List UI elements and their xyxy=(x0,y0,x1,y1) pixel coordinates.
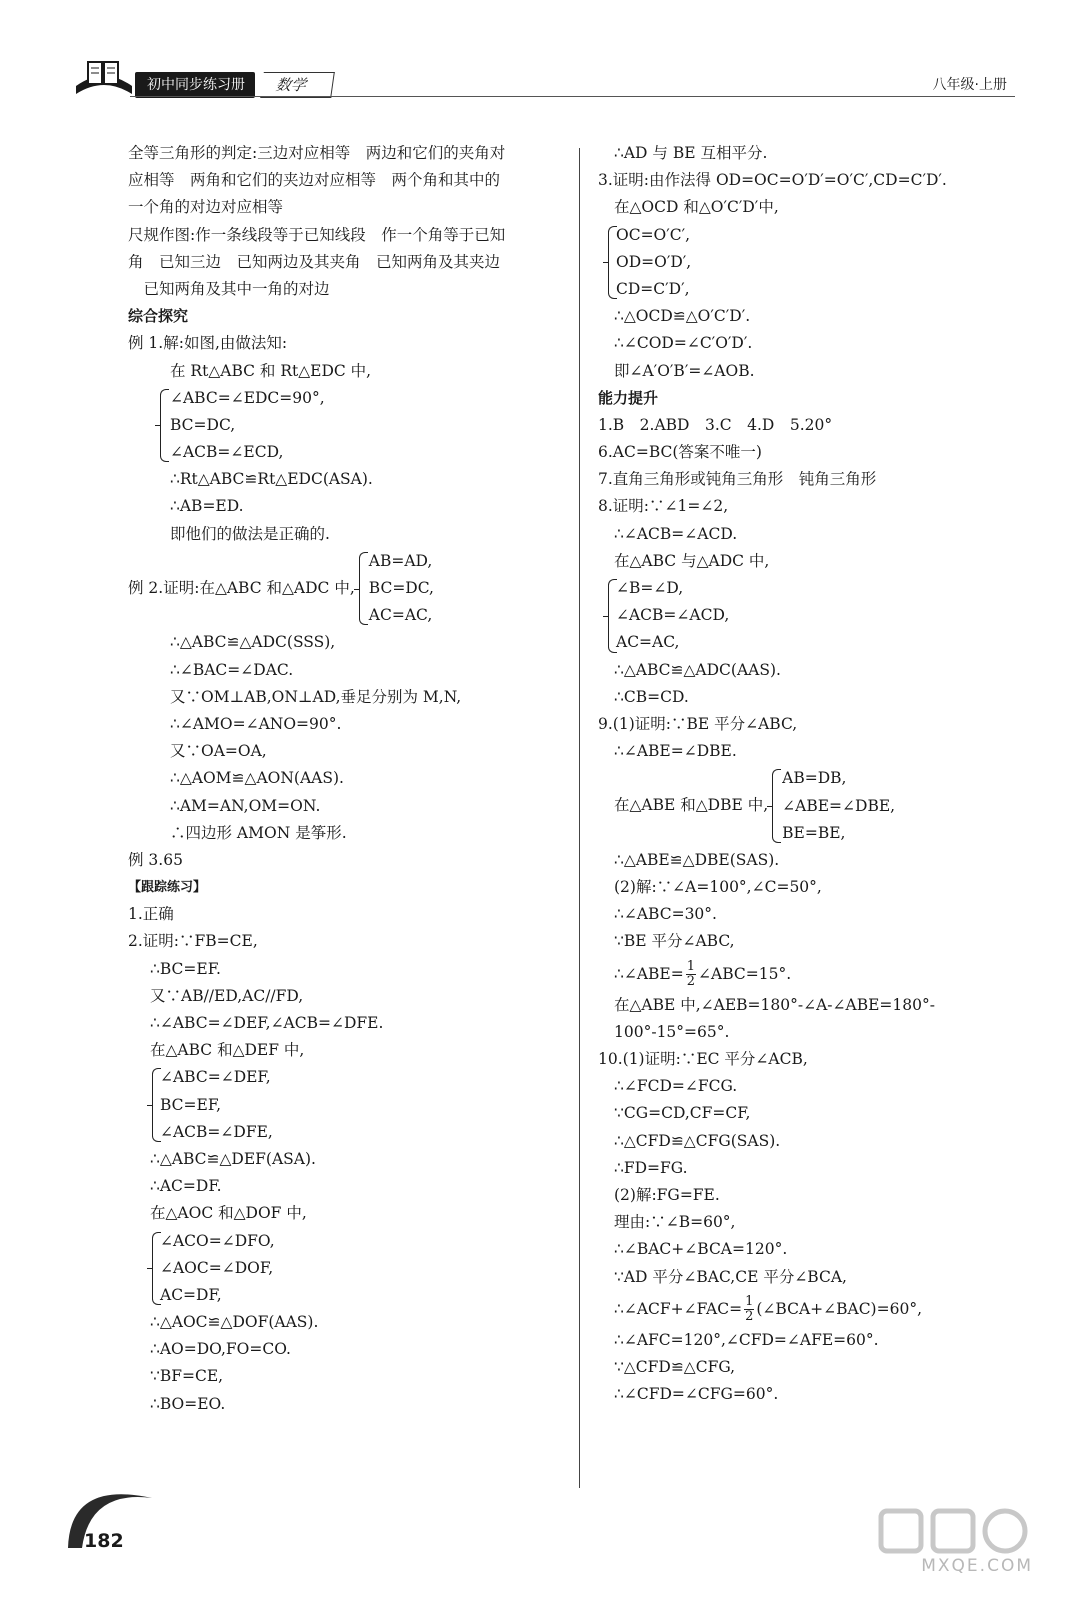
text-line: ∴∠CFD=∠CFG=60°. xyxy=(614,1385,779,1404)
text-line: ∵BE 平分∠ABC, xyxy=(614,932,735,951)
text-line: ∵△CFD≌△CFG, xyxy=(614,1357,736,1376)
text-line: ∴△ABE≌△DBE(SAS). xyxy=(614,850,780,869)
text-fragment: ∠ABC=15°. xyxy=(698,964,792,983)
equation-line: ∠ACB=∠ECD, xyxy=(170,443,284,462)
right-column xyxy=(598,140,1038,1408)
equation-line: AB=AD, xyxy=(368,551,433,570)
equation-line: OD=O′D′, xyxy=(616,252,692,271)
example-heading: 例 2.证明:在△ABC 和△ADC 中, xyxy=(128,578,355,597)
text-line: ∴AM=AN,OM=ON. xyxy=(170,796,321,815)
problem-9-system xyxy=(598,765,1038,847)
equation-line: AC=DF, xyxy=(160,1285,222,1304)
answer-line: 1.正确 xyxy=(128,905,174,924)
text-line: 在△ABE 和△DBE 中, xyxy=(614,796,769,815)
text-line: 尺规作图:作一条线段等于已知线段 作一个角等于已知 xyxy=(128,225,506,244)
page-header xyxy=(0,0,1085,110)
problem-heading: 8.证明:∵∠1=∠2, xyxy=(598,497,729,516)
equation-line: OC=O′C′, xyxy=(616,225,691,244)
problem-heading: 9.(1)证明:∵BE 平分∠ABC, xyxy=(598,714,798,733)
equation-line: ∠ABC=∠DEF, xyxy=(160,1068,271,1087)
subject-label: 数学 xyxy=(260,72,335,98)
problem-heading: 3.证明:由作法得 OD=OC=O′D′=O′C′,CD=C′D′. xyxy=(598,171,947,190)
text-line: ∴∠FCD=∠FCG. xyxy=(614,1077,738,1096)
example-heading: 例 1.解:如图,由做法知: xyxy=(128,334,288,353)
text-line: ∴Rt△ABC≌Rt△EDC(ASA). xyxy=(170,470,373,489)
fraction xyxy=(744,1295,754,1324)
text-line: 2.证明:∵FB=CE, xyxy=(128,932,258,951)
fraction-numerator: 1 xyxy=(745,1294,754,1310)
text-line: ∴∠ABC=30°. xyxy=(614,905,717,924)
text-line: ∴△CFD≌△CFG(SAS). xyxy=(614,1131,781,1150)
text-line: ∴∠ACB=∠ACD. xyxy=(614,524,738,543)
text-line: 在△ABE 中,∠AEB=180°-∠A-∠ABE=180°- xyxy=(614,995,935,1014)
text-line: ∴△AOC≌△DOF(AAS). xyxy=(150,1313,319,1332)
section-title: 综合探究 xyxy=(128,307,189,326)
equation-line: ∠ACB=∠ACD, xyxy=(616,606,730,625)
text-line: ∴∠BAC=∠DAC. xyxy=(170,660,294,679)
equation-line: AC=AC, xyxy=(368,606,433,625)
equation-line: BC=EF, xyxy=(160,1095,222,1114)
text-line: (2)解:FG=FE. xyxy=(614,1185,720,1204)
header-rule xyxy=(130,96,1015,97)
text-line: ∴∠ABC=∠DEF,∠ACB=∠DFE. xyxy=(150,1014,384,1032)
left-brace xyxy=(152,1232,161,1306)
fraction-denominator: 2 xyxy=(745,1309,754,1325)
equation-line: ∠B=∠D, xyxy=(616,579,684,597)
tracking-practice-title: 【跟踪练习】 xyxy=(128,880,207,896)
equation-line: AC=AC, xyxy=(616,633,680,652)
text-line: ∴∠BAC+∠BCA=120°. xyxy=(614,1240,788,1259)
text-fragment: ∴∠ABE= xyxy=(614,964,684,983)
equation-system xyxy=(359,548,434,630)
watermark-logo-icon xyxy=(875,1505,1035,1590)
text-line: ∵CG=CD,CF=CF, xyxy=(614,1104,751,1123)
column-divider xyxy=(579,148,580,1488)
equation-line: CD=C′D′, xyxy=(616,279,690,298)
fraction-line xyxy=(598,1291,1038,1327)
text-line: ∴△ABC≌△ADC(AAS). xyxy=(614,660,781,679)
answer-line: 1.B 2.ABD 3.C 4.D 5.20° xyxy=(598,415,833,434)
text-line: ∴△AOM≌△AON(AAS). xyxy=(170,769,344,788)
text-line: ∴AC=DF. xyxy=(150,1177,222,1196)
left-brace xyxy=(152,1068,161,1142)
equation-system xyxy=(128,1064,568,1146)
equation-system xyxy=(128,385,568,467)
text-fragment: (∠BCA+∠BAC)=60°, xyxy=(756,1299,922,1318)
text-fragment: ∴∠ACF+∠FAC= xyxy=(614,1299,743,1318)
text-line: ∴CB=CD. xyxy=(614,687,689,706)
equation-system xyxy=(598,575,1038,657)
equation-line: ∠ACO=∠DFO, xyxy=(160,1231,275,1250)
text-line: ∴△OCD≌△O′C′D′. xyxy=(614,307,751,326)
text-line: 在△ABC 和△DEF 中, xyxy=(150,1041,305,1060)
text-line: 即∠A′O′B′=∠AOB. xyxy=(614,361,755,380)
fraction-denominator: 2 xyxy=(686,974,696,990)
watermark-text: MXQE.COM xyxy=(921,1556,1033,1576)
answer-line: 6.AC=BC(答案不唯一) xyxy=(598,443,762,462)
text-line: 理由:∵∠B=60°, xyxy=(614,1213,736,1232)
equation-line: ∠ACB=∠DFE, xyxy=(160,1122,273,1141)
text-line: 应相等 两角和它们的夹边对应相等 两个角和其中的 xyxy=(128,171,501,190)
text-line: 全等三角形的判定:三边对应相等 两边和它们的夹角对 xyxy=(128,144,506,162)
text-line: ∴∠COD=∠C′O′D′. xyxy=(614,334,753,353)
section-title: 能力提升 xyxy=(598,388,659,407)
text-line: ∴△ABC≌△ADC(SSS), xyxy=(170,633,336,652)
equation-line: BC=DC, xyxy=(368,579,434,597)
equation-line: BE=BE, xyxy=(782,823,846,842)
text-line: 角 已知三边 已知两边及其夹角 已知两角及其夹边 xyxy=(128,252,501,271)
equation-system xyxy=(598,222,1038,304)
text-line: ∴∠AFC=120°,∠CFD=∠AFE=60°. xyxy=(614,1330,879,1349)
text-line: 在 Rt△ABC 和 Rt△EDC 中, xyxy=(170,361,372,380)
book-logo-icon xyxy=(72,56,136,102)
text-line: ∴AD 与 BE 互相平分. xyxy=(614,144,768,162)
text-line: 又∵AB//ED,AC//FD, xyxy=(150,986,304,1005)
text-line: 又∵OA=OA, xyxy=(170,742,267,761)
text-line: ∴BO=EO. xyxy=(150,1394,226,1413)
text-line: (2)解:∵∠A=100°,∠C=50°, xyxy=(614,878,822,897)
left-brace xyxy=(160,389,169,463)
left-brace xyxy=(608,579,617,653)
text-line: ∴AO=DO,FO=CO. xyxy=(150,1340,291,1359)
text-line: ∴四边形 AMON 是筝形. xyxy=(170,823,347,842)
text-line: ∴FD=FG. xyxy=(614,1158,688,1177)
text-line: ∵AD 平分∠BAC,CE 平分∠BCA, xyxy=(614,1267,847,1286)
problem-heading: 10.(1)证明:∵EC 平分∠ACB, xyxy=(598,1050,808,1068)
text-line: 在△AOC 和△DOF 中, xyxy=(150,1204,307,1223)
equation-line: BC=DC, xyxy=(170,415,236,434)
left-brace xyxy=(608,226,617,300)
book-title: 初中同步练习册 xyxy=(135,72,255,98)
left-brace xyxy=(359,552,368,626)
text-line: 已知两角及其中一角的对边 xyxy=(128,279,330,298)
equation-system xyxy=(128,1228,568,1310)
equation-line: AB=DB, xyxy=(782,769,847,788)
example-heading: 例 3.65 xyxy=(128,850,183,869)
grade-label: 八年级·上册 xyxy=(932,77,1007,93)
text-line: ∴∠ABE=∠DBE. xyxy=(614,742,737,761)
equation-system xyxy=(772,765,895,847)
fraction-line xyxy=(598,956,1038,992)
text-line: 在△ABC 与△ADC 中, xyxy=(614,551,770,570)
fraction xyxy=(686,960,696,989)
text-line: ∴△ABC≌△DEF(ASA). xyxy=(150,1149,316,1168)
text-line: ∴BC=EF. xyxy=(150,959,221,978)
text-line: 即他们的做法是正确的. xyxy=(170,524,330,543)
equation-line: ∠AOC=∠DOF, xyxy=(160,1258,274,1277)
text-line: 一个角的对边对应相等 xyxy=(128,198,284,217)
text-line: ∴AB=ED. xyxy=(170,497,244,516)
fraction-numerator: 1 xyxy=(686,959,696,975)
text-line: 在△OCD 和△O′C′D′中, xyxy=(614,198,779,217)
left-column xyxy=(128,140,568,1418)
text-line: ∴∠AMO=∠ANO=90°. xyxy=(170,714,342,733)
answer-line: 7.直角三角形或钝角三角形 钝角三角形 xyxy=(598,470,877,489)
equation-line: ∠ABE=∠DBE, xyxy=(782,796,896,815)
example-2-statement xyxy=(128,548,568,630)
text-line: 又∵OM⊥AB,ON⊥AD,垂足分别为 M,N, xyxy=(170,687,462,706)
text-line: ∵BF=CE, xyxy=(150,1367,224,1386)
page-number: 182 xyxy=(84,1530,124,1552)
left-brace xyxy=(772,769,781,843)
equation-line: ∠ABC=∠EDC=90°, xyxy=(170,388,325,407)
text-line: 100°-15°=65°. xyxy=(614,1022,730,1041)
